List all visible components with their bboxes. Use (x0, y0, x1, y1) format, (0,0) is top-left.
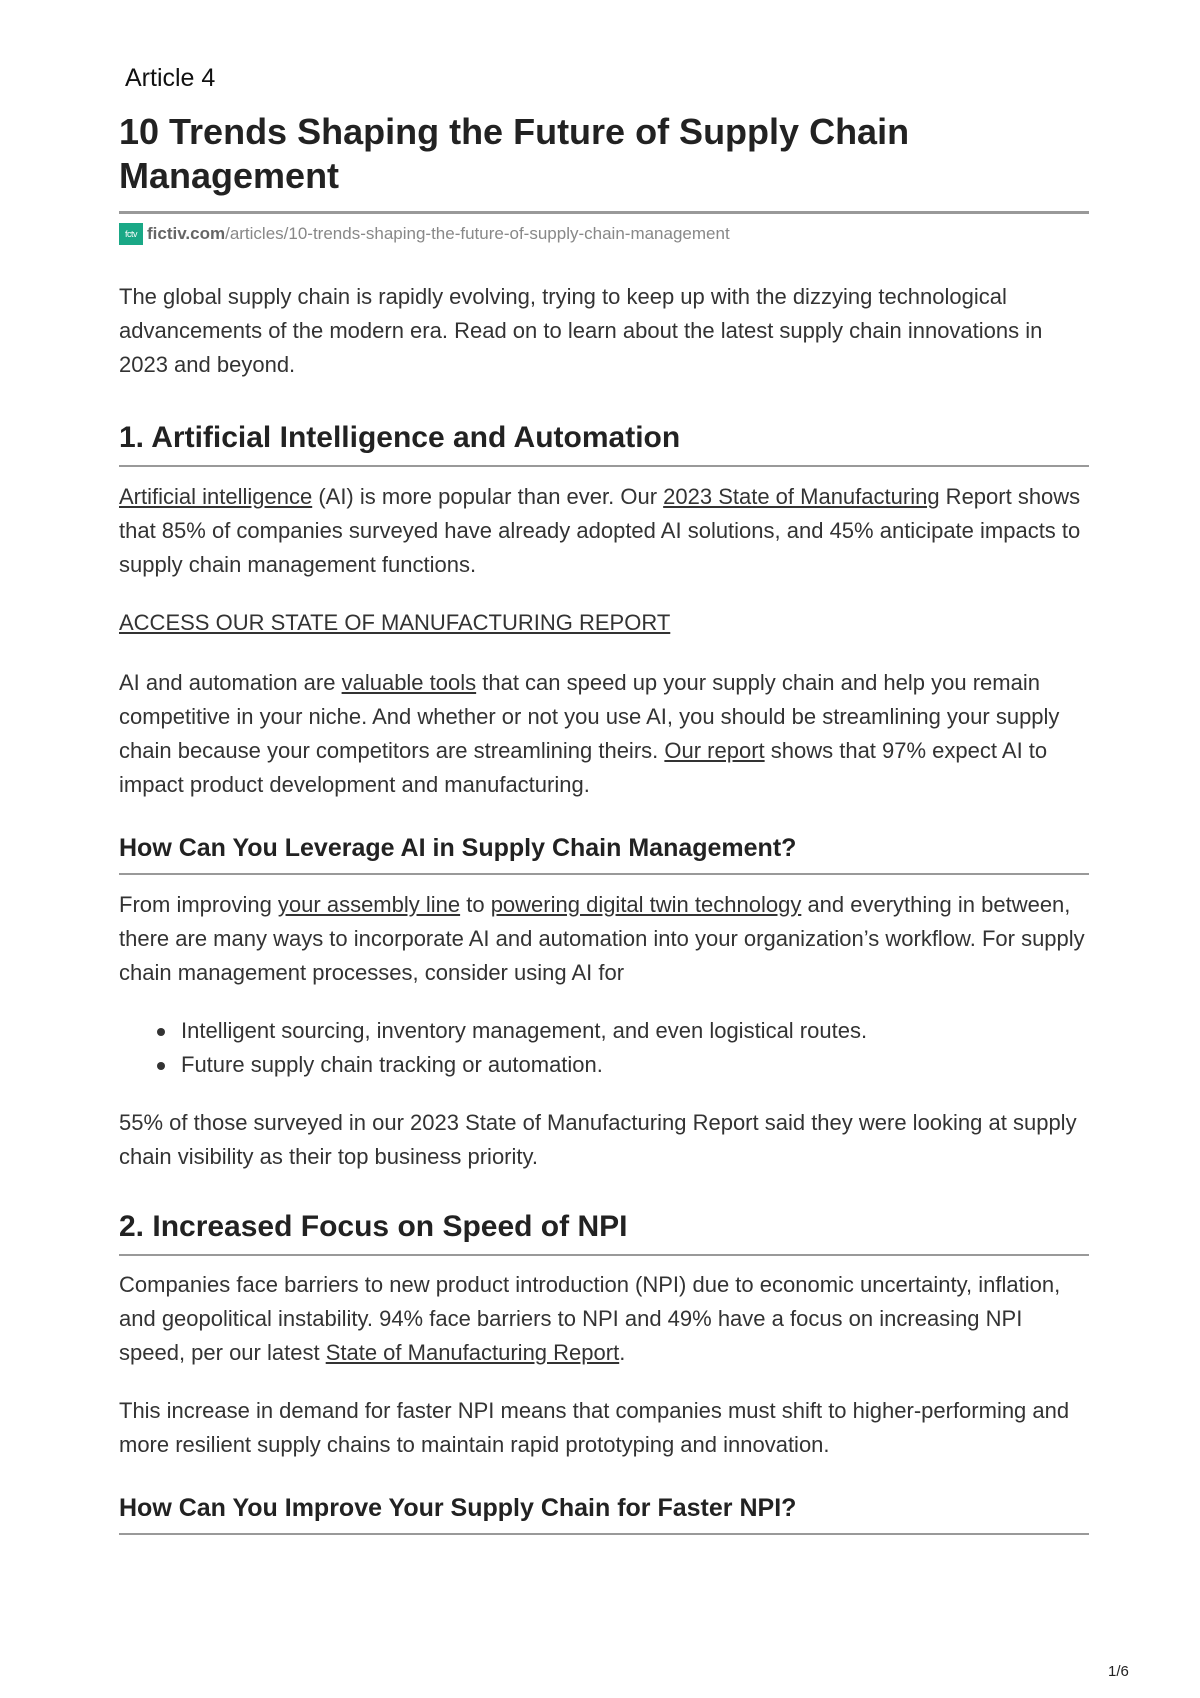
section-1-paragraph-2: AI and automation are valuable tools that can speed up your supply chain and help you remain competitive in your niche. And whether or not you use AI, you should be streamlining your supply chain because your competitors are streamlining theirs. Our report shows that 97% expect AI to impact product development and manufacturing. (119, 670, 1060, 797)
section-2-divider (119, 1254, 1089, 1256)
section-2-heading: 2. Increased Focus on Speed of NPI (119, 1210, 628, 1243)
link-state-of-manufacturing-report[interactable]: State of Manufacturing Report (325, 1340, 620, 1365)
link-state-of-manufacturing[interactable]: 2023 State of Manufacturing (663, 484, 940, 509)
article-label: Article 4 (125, 64, 216, 92)
section-2-paragraph-1: Companies face barriers to new product introduction (NPI) due to economic uncertainty, inflation, and geopolitical instability. 94% face barriers to NPI and 49% have a focus on increasing NPI speed, per our latest State of Manufacturing Report. (119, 1272, 1061, 1365)
section-1-divider (119, 465, 1089, 467)
link-valuable-tools[interactable]: valuable tools (341, 670, 477, 695)
article-title: 10 Trends Shaping the Future of Supply Chain Management (119, 111, 910, 196)
source-line[interactable] (119, 222, 730, 246)
link-artificial-intelligence[interactable]: Artificial intelligence (119, 484, 313, 509)
source-path[interactable]: /articles/10-trends-shaping-the-future-of-supply-chain-management (225, 224, 730, 243)
link-assembly-line[interactable]: your assembly line (277, 892, 461, 917)
link-our-report[interactable]: Our report (664, 738, 765, 763)
section-2-paragraph-2: This increase in demand for faster NPI means that companies must shift to higher-performing and more resilient supply chains to maintain rapid prototyping and innovation. (119, 1398, 1070, 1457)
intro-paragraph: The global supply chain is rapidly evolving, trying to keep up with the dizzying technological advancements of the modern era. Read on to learn about the latest supply chain innovations in 2023 and beyond. (119, 284, 1043, 377)
link-digital-twin[interactable]: powering digital twin technology (490, 892, 802, 917)
fictiv-favicon-icon: fctv (119, 223, 143, 245)
ai-uses-list (119, 1014, 1089, 1082)
section-1-sub-divider (119, 873, 1089, 875)
list-item: Future supply chain tracking or automation. (119, 1048, 1089, 1082)
title-divider (119, 211, 1089, 214)
bullet-icon (157, 1062, 165, 1070)
access-report-link[interactable]: ACCESS OUR STATE OF MANUFACTURING REPORT (119, 610, 671, 635)
section-1-paragraph-1: Artificial intelligence (AI) is more popular than ever. Our 2023 State of Manufacturing Report shows that 85% of companies surveyed have already adopted AI solutions, and 45% anticipate impacts to supply chain management functions. (119, 484, 1081, 577)
section-1-paragraph-3: From improving your assembly line to powering digital twin technology and everything in between, there are many ways to incorporate AI and automation into your organization’s workflow. For supply chain management processes, consider using AI for (119, 892, 1085, 985)
section-1-paragraph-4: 55% of those surveyed in our 2023 State of Manufacturing Report said they were looking at supply chain visibility as their top business priority. (119, 1110, 1077, 1169)
page-number: 1/6 (1108, 1663, 1129, 1680)
bullet-icon (157, 1028, 165, 1036)
section-1-heading: 1. Artificial Intelligence and Automation (119, 421, 681, 454)
section-2-sub-divider (119, 1533, 1089, 1535)
source-domain[interactable]: fictiv.com (147, 224, 226, 243)
section-2-subheading: How Can You Improve Your Supply Chain for Faster NPI? (119, 1494, 797, 1522)
list-item: Intelligent sourcing, inventory management, and even logistical routes. (119, 1014, 1089, 1048)
cta-paragraph (119, 606, 1089, 640)
section-1-subheading: How Can You Leverage AI in Supply Chain Management? (119, 834, 797, 862)
